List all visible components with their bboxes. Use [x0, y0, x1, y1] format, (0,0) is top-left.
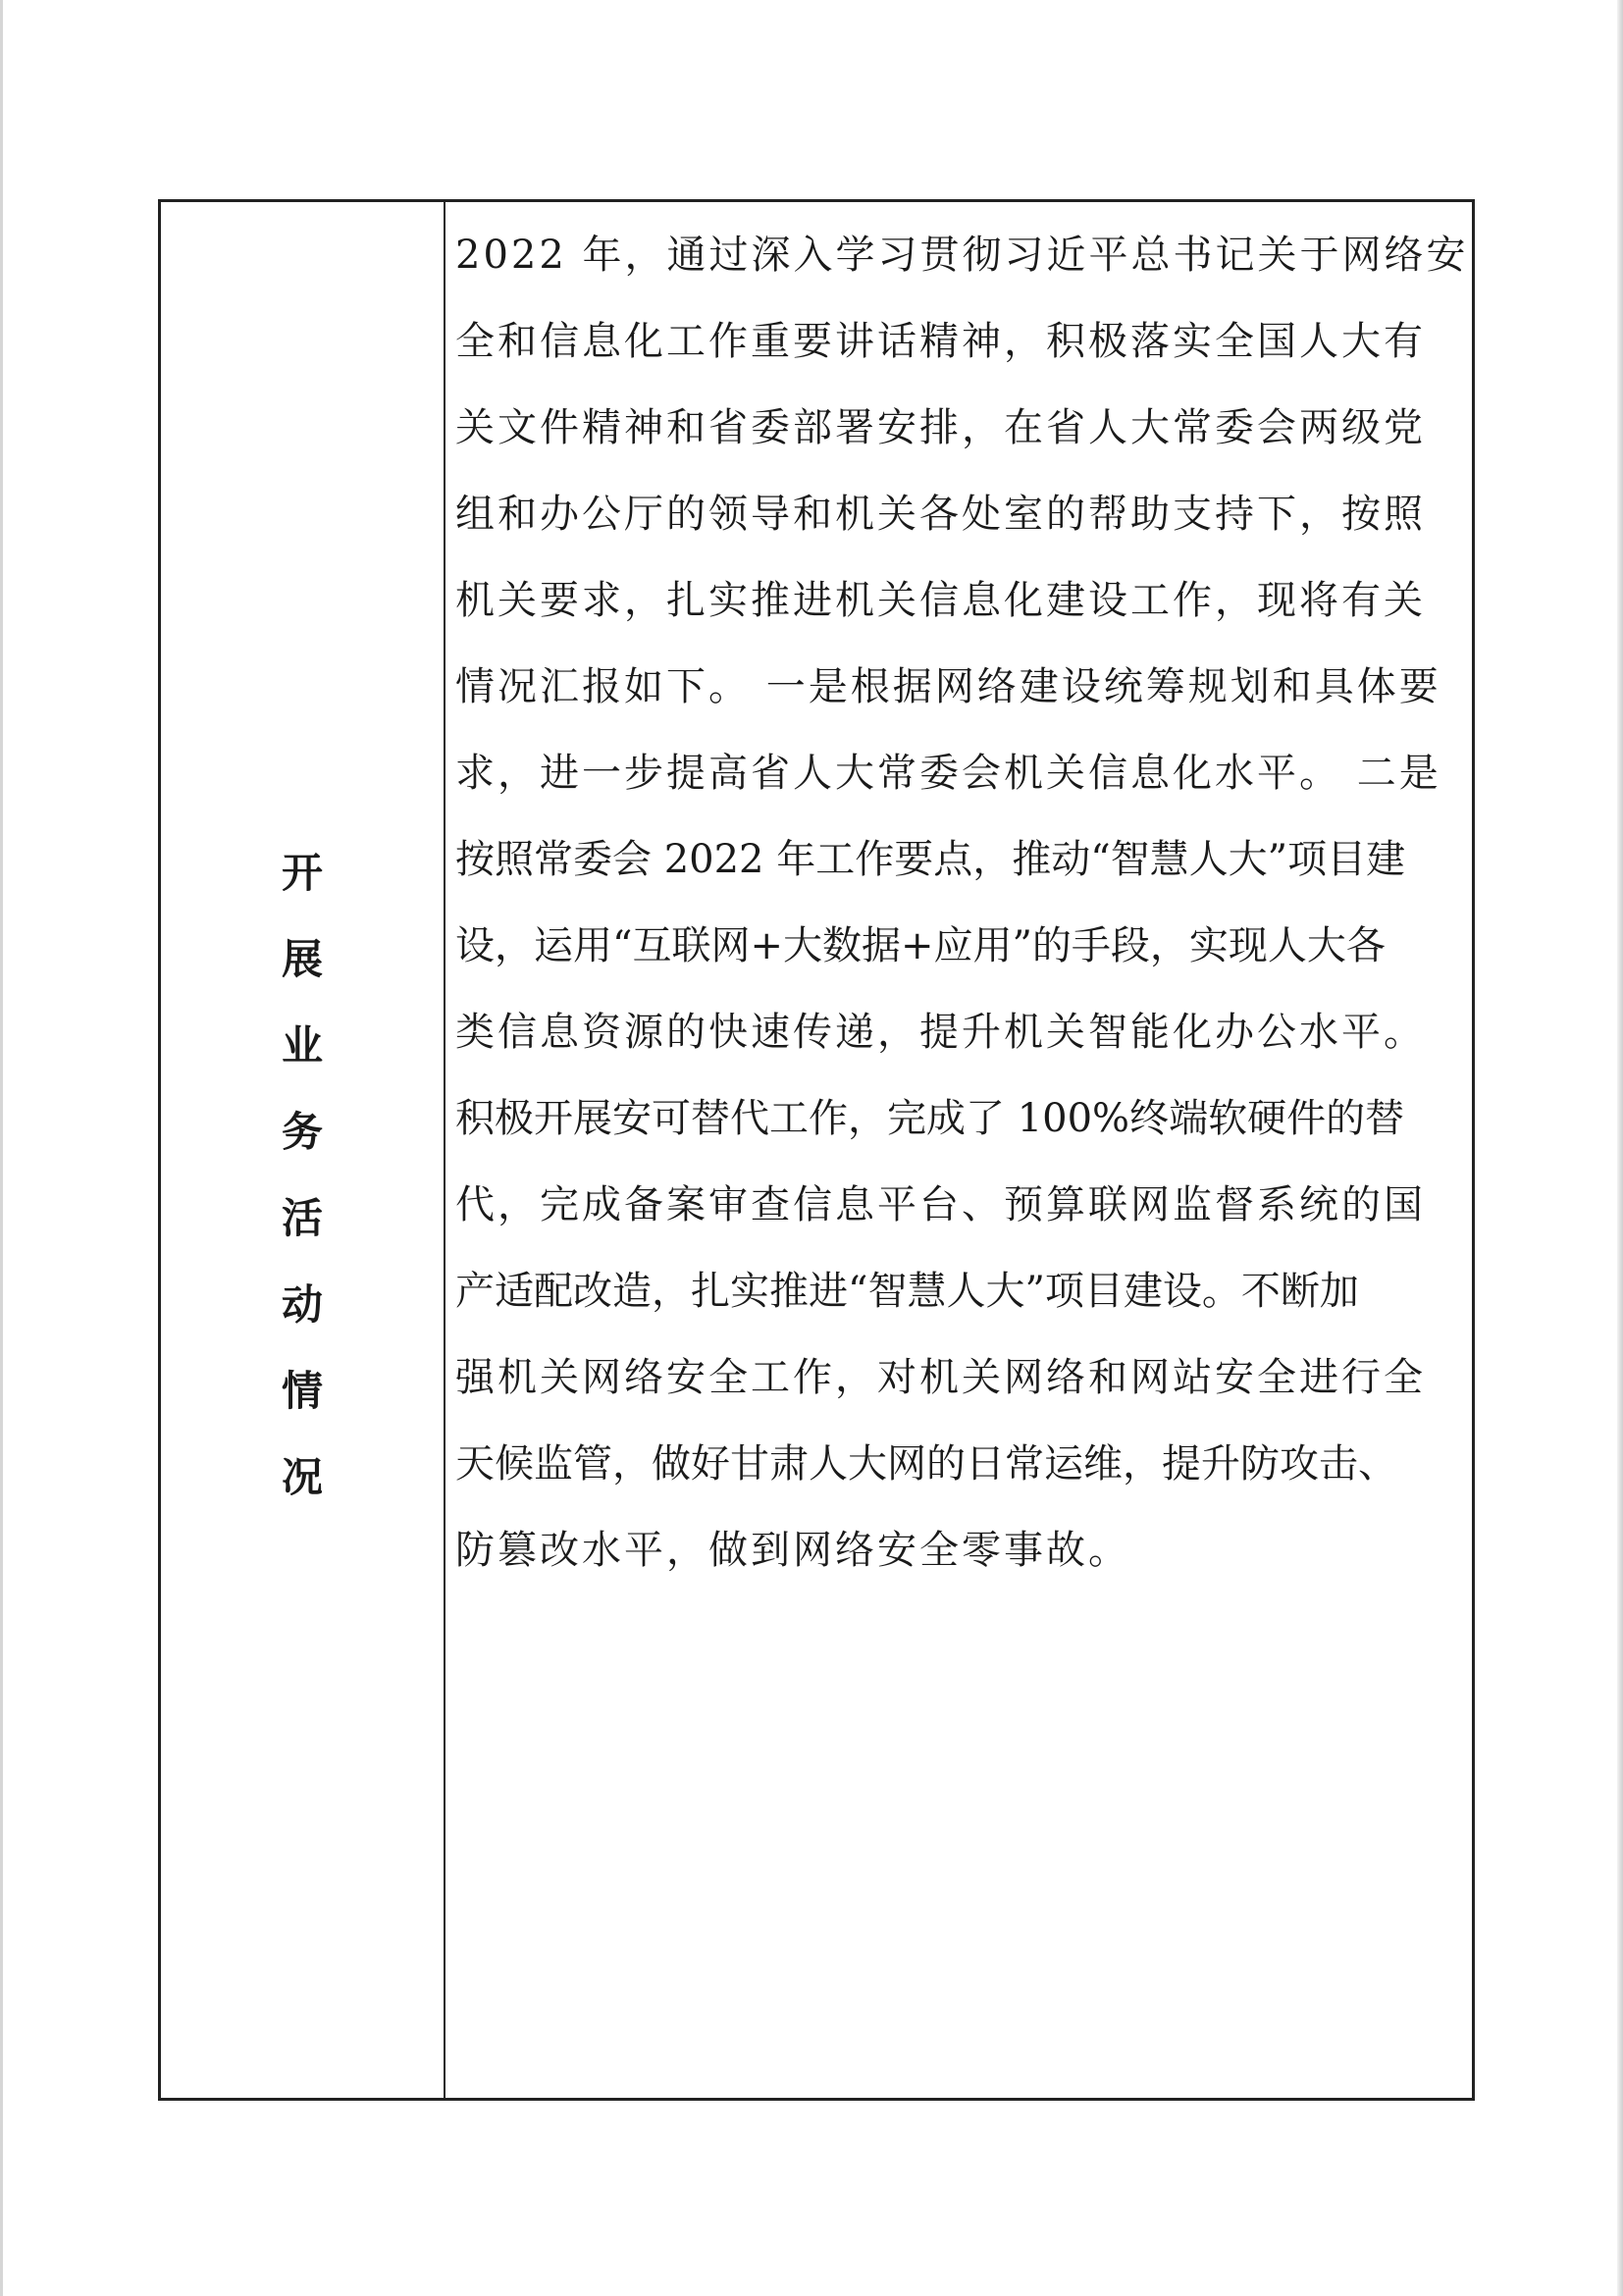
content-line: 机关要求，扎实推进机关信息化建设工作，现将有关	[455, 578, 1426, 623]
row-label-char: 动	[281, 1280, 323, 1329]
content-line: 代，完成备案审查信息平台、预算联网监督系统的国	[455, 1182, 1426, 1227]
content-line: 求，进一步提高省人大常委会机关信息化水平。 二是	[455, 751, 1441, 796]
column-divider	[444, 202, 445, 2098]
content-line: 防篡改水平，做到网络安全零事故。	[455, 1528, 1130, 1573]
content-line: 产适配改造，扎实推进“智慧人大”项目建设。不断加	[455, 1269, 1359, 1314]
content-line: 全和信息化工作重要讲话精神，积极落实全国人大有	[455, 319, 1426, 364]
content-line: 设，运用“互联网+大数据+应用”的手段，实现人大各	[455, 923, 1386, 968]
row-label-char: 开	[281, 849, 323, 897]
form-table	[158, 199, 1475, 2101]
page-edge-right	[1617, 0, 1623, 2296]
content-line: 天候监管，做好甘肃人大网的日常运维，提升防攻击、	[455, 1441, 1397, 1487]
content-line: 强机关网络安全工作，对机关网络和网站安全进行全	[455, 1355, 1426, 1400]
row-label-char: 情	[281, 1367, 323, 1415]
content-line: 类信息资源的快速传递，提升机关智能化办公水平。	[455, 1010, 1426, 1055]
row-label	[161, 830, 444, 1521]
row-label-char: 活	[281, 1194, 323, 1242]
content-cell	[455, 212, 1469, 1593]
row-label-char: 展	[281, 935, 323, 983]
content-line: 2022 年，通过深入学习贯彻习近平总书记关于网络安	[455, 233, 1469, 278]
row-label-char: 业	[281, 1021, 323, 1070]
row-label-cell	[161, 202, 444, 2098]
content-line: 组和办公厅的领导和机关各处室的帮助支持下，按照	[455, 492, 1426, 537]
row-label-char: 务	[281, 1108, 323, 1156]
content-line: 关文件精神和省委部署安排，在省人大常委会两级党	[455, 405, 1426, 450]
row-label-char: 况	[281, 1453, 323, 1501]
content-line: 按照常委会 2022 年工作要点，推动“智慧人大”项目建	[455, 837, 1406, 882]
content-line: 积极开展安可替代工作，完成了 100%终端软硬件的替	[455, 1096, 1405, 1141]
content-line: 情况汇报如下。 一是根据网络建设统筹规划和具体要	[455, 664, 1441, 709]
page-edge-left	[0, 0, 3, 2296]
